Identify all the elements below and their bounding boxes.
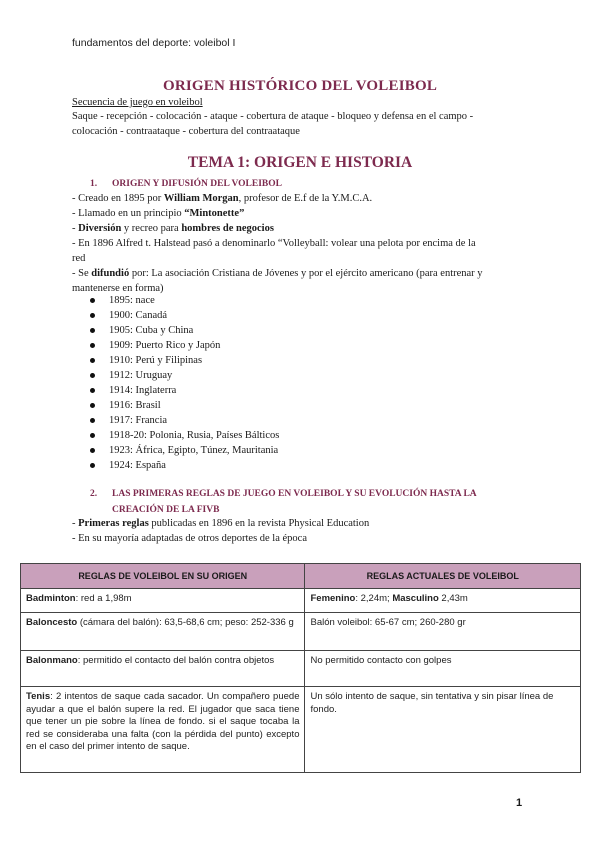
text-line: red <box>72 253 86 264</box>
section-title: LAS PRIMERAS REGLAS DE JUEGO EN VOLEIBOL Y SU EVOLUCIÓN HASTA LA <box>112 489 477 499</box>
table-cell: Femenino: 2,24m; Masculino 2,43m <box>305 589 581 613</box>
table-cell: Un sólo intento de saque, sin tentativa y sin pisar línea de fondo. <box>305 687 581 773</box>
section-2-body <box>72 516 542 546</box>
table-cell: Tenis: 2 intentos de saque cada sacador. Un compañero puede ayudar a que el balón supere la red. El jugador que saca tiene que tener un pie sobre la línea de fondo. si el saque tocaba la red se consideraba una falta (con la pérdida del punto) excepto en el caso del primer intento de saque. <box>21 687 305 773</box>
list-item: 1916: Brasil <box>90 398 279 413</box>
table-row <box>21 613 581 651</box>
text-line: - Creado en 1895 por William Morgan, profesor de E.f de la Y.M.C.A. <box>72 193 373 204</box>
table-row <box>21 687 581 773</box>
column-header: REGLAS ACTUALES DE VOLEIBOL <box>305 564 581 589</box>
section-title-continued: CREACIÓN DE LA FIVB <box>112 505 220 515</box>
list-item: 1912: Uruguay <box>90 368 279 383</box>
text-line: mantenerse en forma) <box>72 283 164 294</box>
section-number: 1. <box>90 179 98 189</box>
table-cell: Badminton: red a 1,98m <box>21 589 305 613</box>
table-cell: Balón voleibol: 65-67 cm; 260-280 gr <box>305 613 581 651</box>
list-item: 1914: Inglaterra <box>90 383 279 398</box>
sequence-line: colocación - contraataque - cobertura del contraataque <box>72 125 300 137</box>
list-item: 1900: Canadá <box>90 308 279 323</box>
column-header: REGLAS DE VOLEIBOL EN SU ORIGEN <box>21 564 305 589</box>
text-line: - Primeras reglas publicadas en 1896 en la revista Physical Education <box>72 518 370 529</box>
list-item: 1910: Perú y Filipinas <box>90 353 279 368</box>
rules-table <box>20 563 581 773</box>
text-line: - Llamado en un principio “Mintonette” <box>72 208 245 219</box>
tema-title: TEMA 1: ORIGEN E HISTORIA <box>187 154 413 171</box>
sequence-heading: Secuencia de juego en voleibol <box>72 97 203 108</box>
list-item: 1909: Puerto Rico y Japón <box>90 338 279 353</box>
list-item: 1918-20: Polonia, Rusia, Países Bálticos <box>90 428 279 443</box>
table-row <box>21 589 581 613</box>
table-cell: No permitido contacto con golpes <box>305 651 581 687</box>
table-row <box>21 651 581 687</box>
table-cell: Baloncesto (cámara del balón): 63,5-68,6 cm; peso: 252-336 g <box>21 613 305 651</box>
text-line: - En su mayoría adaptadas de otros deportes de la época <box>72 533 307 544</box>
text-line: - En 1896 Alfred t. Halstead pasó a denominarlo “Volleyball: volear una pelota por encima de la <box>72 238 476 249</box>
section-1-heading <box>72 176 512 192</box>
table-cell: Balonmano: permitido el contacto del balón contra objetos <box>21 651 305 687</box>
sequence-text <box>72 110 542 139</box>
section-number: 2. <box>90 489 98 499</box>
section-1-body <box>72 191 542 296</box>
text-line: - Diversión y recreo para hombres de negocios <box>72 223 274 234</box>
list-item: 1905: Cuba y China <box>90 323 279 338</box>
list-item: 1917: Francia <box>90 413 279 428</box>
page-header: fundamentos del deporte: voleibol I <box>72 37 236 49</box>
list-item: 1924: España <box>90 458 279 473</box>
document-title: ORIGEN HISTÓRICO DEL VOLEIBOL <box>162 78 438 94</box>
list-item: 1923: África, Egipto, Túnez, Mauritania <box>90 443 279 458</box>
list-item: 1895: nace <box>90 293 279 308</box>
timeline-list <box>90 293 279 473</box>
page-number: 1 <box>516 797 523 809</box>
section-title: ORIGEN Y DIFUSIÓN DEL VOLEIBOL <box>112 179 282 189</box>
sequence-line: Saque - recepción - colocación - ataque - cobertura de ataque - bloqueo y defensa en el campo - <box>72 111 474 122</box>
table-header-row <box>21 564 581 589</box>
section-2-heading <box>72 486 512 518</box>
text-line: - Se difundió por: La asociación Cristiana de Jóvenes y por el ejército americano (para entrenar y <box>72 268 483 279</box>
